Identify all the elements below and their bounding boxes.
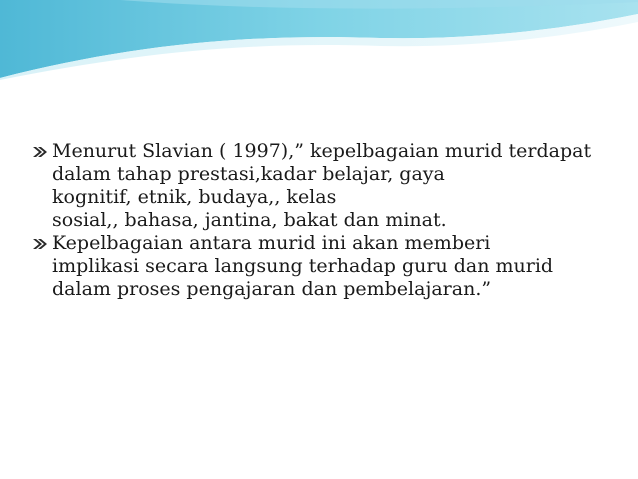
- bullet-item-2: [32, 232, 622, 301]
- text-line: kognitif, etnik, budaya,, kelas: [52, 186, 337, 208]
- text-line: dalam tahap prestasi,kadar belajar, gaya: [52, 163, 445, 185]
- arrow-checkmark-icon: [32, 236, 48, 252]
- text-line: sosial,, bahasa, jantina, bakat dan minat.: [52, 209, 447, 231]
- slide-body: [32, 140, 622, 301]
- bullet-item-1: [32, 140, 622, 232]
- text-line: Kepelbagaian antara murid ini akan memberi: [52, 232, 491, 254]
- arrow-checkmark-icon: [32, 144, 48, 160]
- text-line: dalam proses pengajaran dan pembelajaran.”: [52, 278, 492, 300]
- text-line: implikasi secara langsung terhadap guru dan murid: [52, 255, 554, 277]
- text-line: Menurut Slavian ( 1997),” kepelbagaian murid terdapat: [52, 140, 592, 162]
- header-wave-decoration: [0, 0, 638, 80]
